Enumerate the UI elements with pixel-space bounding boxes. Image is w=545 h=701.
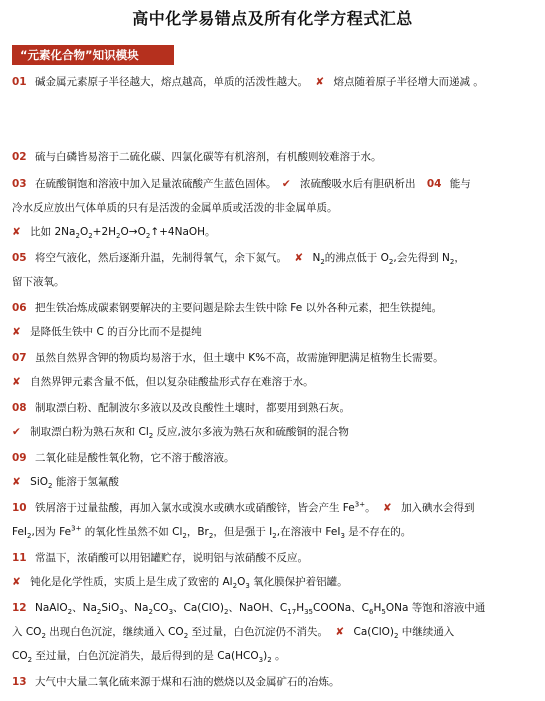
note-text: 钝化是化学性质，实质上是生成了致密的 Al: [30, 576, 233, 588]
item-number-04: 04: [426, 178, 442, 190]
subscript: 2: [267, 656, 272, 665]
item-note: 加入碘水会得到: [401, 502, 475, 514]
subscript: 2: [48, 482, 53, 491]
subscript: 2: [27, 656, 33, 665]
item-number: 10: [12, 502, 27, 514]
item-02: [12, 145, 534, 170]
note-text: ,在溶液中 FeI: [276, 526, 341, 538]
note-text: 制取漂白粉为熟石灰和 Cl: [30, 426, 149, 438]
subscript: 3: [119, 608, 124, 617]
subscript: 5: [381, 608, 386, 617]
note-text: ，: [454, 252, 465, 264]
item-04: [12, 196, 534, 221]
note-text: ,因为 Fe: [31, 526, 72, 538]
note-text: 反应,波尔多液为熟石灰和硫酸铜的混合物: [153, 426, 349, 438]
cross-icon: ✘: [294, 252, 304, 264]
subscript: 2: [67, 608, 73, 617]
subscript: 2: [388, 258, 394, 267]
cross-icon: ✘: [12, 226, 21, 238]
item-12: [12, 596, 534, 621]
subscript: 35: [304, 608, 314, 617]
note-text: FeI: [12, 526, 28, 538]
item-claim: 二氧化硅是酸性氧化物，它不溶于酸溶液。: [34, 452, 235, 464]
note-text: 中继续通入: [398, 626, 455, 638]
formula-text: CO: [152, 602, 169, 614]
note-text: 能溶于氢氟酸: [52, 476, 119, 488]
superscript: 3+: [354, 500, 366, 509]
formula-text: 、NaOH、C: [228, 602, 288, 614]
subscript: 2: [148, 608, 153, 617]
note-text: ，Br: [186, 526, 209, 538]
item-claim: 在硫酸铜饱和溶液中加入足量浓硫酸产生蓝色固体。: [34, 178, 277, 190]
subscript: 2: [116, 232, 121, 241]
note-text: SiO: [30, 476, 49, 488]
note-text: 至过量，白色沉淀消失，最后得到的是 Ca(HCO: [32, 650, 259, 662]
subscript: 2: [320, 258, 325, 267]
cross-icon: ✘: [382, 502, 392, 514]
item-claim: 。: [365, 502, 376, 514]
item-06: [12, 296, 534, 321]
item-06-note: [12, 320, 534, 345]
item-number: 02: [12, 151, 27, 163]
note-text: Ca(ClO): [353, 626, 394, 638]
subscript: 2: [96, 608, 102, 617]
note-text: 的氧化性虽然不如 Cl: [81, 526, 183, 538]
item-number: 06: [12, 302, 27, 314]
item-09: [12, 446, 534, 471]
item-number: 12: [12, 602, 27, 614]
subscript: 2: [145, 232, 151, 241]
item-07-note: [12, 370, 534, 395]
cross-icon: ✘: [12, 476, 21, 488]
cross-icon: ✘: [315, 76, 325, 88]
check-icon: ✔: [281, 178, 291, 190]
subscript: 2: [41, 632, 46, 641]
item-claim: 虽然自然界含钾的物质均易溶于水，但土壤中 K%不高，故需施钾肥满足植物生长需要。: [34, 352, 444, 364]
subscript: 2: [27, 532, 32, 541]
item-03: [12, 172, 534, 197]
note-text: 是不存在的。: [344, 526, 412, 538]
claim-text: 至过量，白色沉淀仍不消失。: [188, 626, 328, 638]
cross-icon: ✘: [335, 626, 345, 638]
item-number: 08: [12, 402, 27, 414]
subscript: 3: [168, 608, 174, 617]
item-09-note: [12, 470, 534, 495]
item-note: 熔点随着原子半径增大而递减 。: [333, 76, 484, 88]
item-01: [12, 70, 534, 94]
item-note: 浓硫酸吸水后有胆矾析出: [299, 178, 416, 190]
section-tag: “元素化合物”知识模块: [12, 45, 174, 65]
item-08: [12, 396, 534, 421]
item-number: 07: [12, 352, 27, 364]
claim-text: 入 CO: [12, 626, 42, 638]
subscript: 2: [272, 532, 277, 541]
item-note: 自然界钾元素含量不低，但以复杂硅酸盐形式存在难溶于水。: [30, 376, 314, 388]
item-04-note: [12, 220, 534, 245]
note-text: 比如 2Na: [30, 226, 76, 238]
subscript: 3: [340, 532, 345, 541]
item-claim: 大气中大量二氧化硫来源于煤和石油的燃烧以及金属矿石的冶炼。: [34, 676, 340, 688]
cross-icon: ✘: [12, 376, 21, 388]
subscript: 6: [369, 608, 374, 617]
note-text: O: [79, 226, 89, 238]
subscript: 17: [287, 608, 297, 617]
item-07: [12, 346, 534, 371]
note-text: 。: [271, 650, 286, 662]
item-08-note: [12, 420, 534, 445]
superscript: 3+: [71, 524, 82, 533]
item-note: 是降低生铁中 C 的百分比而不是提纯: [30, 326, 202, 338]
item-05: [12, 246, 534, 271]
subscript: 2: [75, 232, 80, 241]
note-text: CO: [12, 650, 28, 662]
subscript: 2: [182, 532, 187, 541]
subscript: 2: [148, 432, 154, 441]
cross-icon: ✘: [12, 326, 21, 338]
subscript: 2: [449, 258, 455, 267]
subscript: 2: [224, 608, 229, 617]
note-text: ↑+4NaOH。: [150, 226, 216, 238]
formula-text: COONa、C: [313, 602, 369, 614]
item-number: 13: [12, 676, 27, 688]
item-number: 05: [12, 252, 27, 264]
subscript: 2: [208, 532, 214, 541]
item-claim: 制取漂白粉、配制波尔多液以及改良酸性土壤时，都要用到熟石灰。: [34, 402, 350, 414]
formula-text: 、Ca(ClO): [173, 602, 225, 614]
subscript: 2: [232, 582, 238, 591]
note-text: O→O: [120, 226, 146, 238]
item-number: 01: [12, 76, 27, 88]
subscript: 2: [183, 632, 189, 641]
item-11: [12, 546, 534, 571]
formula-text: ONa 等饱和溶液中通: [385, 602, 486, 614]
item-claim-04a: 能与: [449, 178, 471, 190]
note-text: N: [312, 252, 321, 264]
subscript: 2: [393, 632, 399, 641]
item-claim: 硫与白磷皆易溶于二硫化碳、四氯化碳等有机溶剂，有机酸则较难溶于水。: [34, 151, 382, 163]
note-text: 氧化膜保护着铝罐。: [249, 576, 348, 588]
item-claim: 冷水反应放出气体单质的只有是活泼的金属单质或活泼的非金属单质。: [12, 202, 338, 214]
check-icon: ✔: [12, 426, 21, 438]
item-10-line2: [12, 520, 534, 545]
note-text: 留下液氧。: [12, 276, 65, 288]
item-claim: 碱金属元素原子半径越大，熔点越高，单质的活泼性越大。: [34, 76, 308, 88]
cross-icon: ✘: [12, 576, 21, 588]
claim-text: 出现白色沉淀，继续通入 CO: [45, 626, 184, 638]
item-12-line3: [12, 644, 534, 669]
note-text: ,会先得到 N: [393, 252, 450, 264]
formula-text: H: [296, 602, 305, 614]
item-claim: 铁屑溶于过量盐酸，再加入氯水或溴水或碘水或硝酸锌，皆会产生 Fe: [34, 502, 355, 514]
formula-text: SiO: [101, 602, 120, 614]
item-claim: 常温下，浓硝酸可以用铝罐贮存，说明铝与浓硝酸不反应。: [34, 552, 308, 564]
item-05-note-line2: [12, 270, 534, 295]
item-number: 09: [12, 452, 27, 464]
page-title: 高中化学易错点及所有化学方程式汇总: [132, 9, 413, 28]
item-claim: 把生铁冶炼成碳素钢要解决的主要问题是除去生铁中除 Fe 以外各种元素，把生铁提纯。: [34, 302, 443, 314]
formula-text: H: [373, 602, 382, 614]
subscript: 2: [88, 232, 93, 241]
note-text: ): [263, 650, 268, 662]
item-12-line2: [12, 620, 534, 645]
subscript: 3: [245, 582, 250, 591]
item-claim: 将空气液化，然后逐渐升温，先制得氧气，余下氮气。: [34, 252, 287, 264]
item-number: 03: [12, 178, 27, 190]
formula-text: 、Na: [123, 602, 149, 614]
item-number: 11: [12, 552, 27, 564]
note-text: O: [237, 576, 246, 588]
formula-text: NaAlO: [34, 602, 68, 614]
item-11-note: [12, 570, 534, 595]
note-text: +2H: [92, 226, 117, 238]
subscript: 3: [258, 656, 264, 665]
item-10: [12, 496, 534, 521]
item-13: [12, 670, 534, 695]
note-text: ，但是强于 I: [213, 526, 273, 538]
note-text: 的沸点低于 O: [324, 252, 389, 264]
formula-text: 、Na: [72, 602, 97, 614]
